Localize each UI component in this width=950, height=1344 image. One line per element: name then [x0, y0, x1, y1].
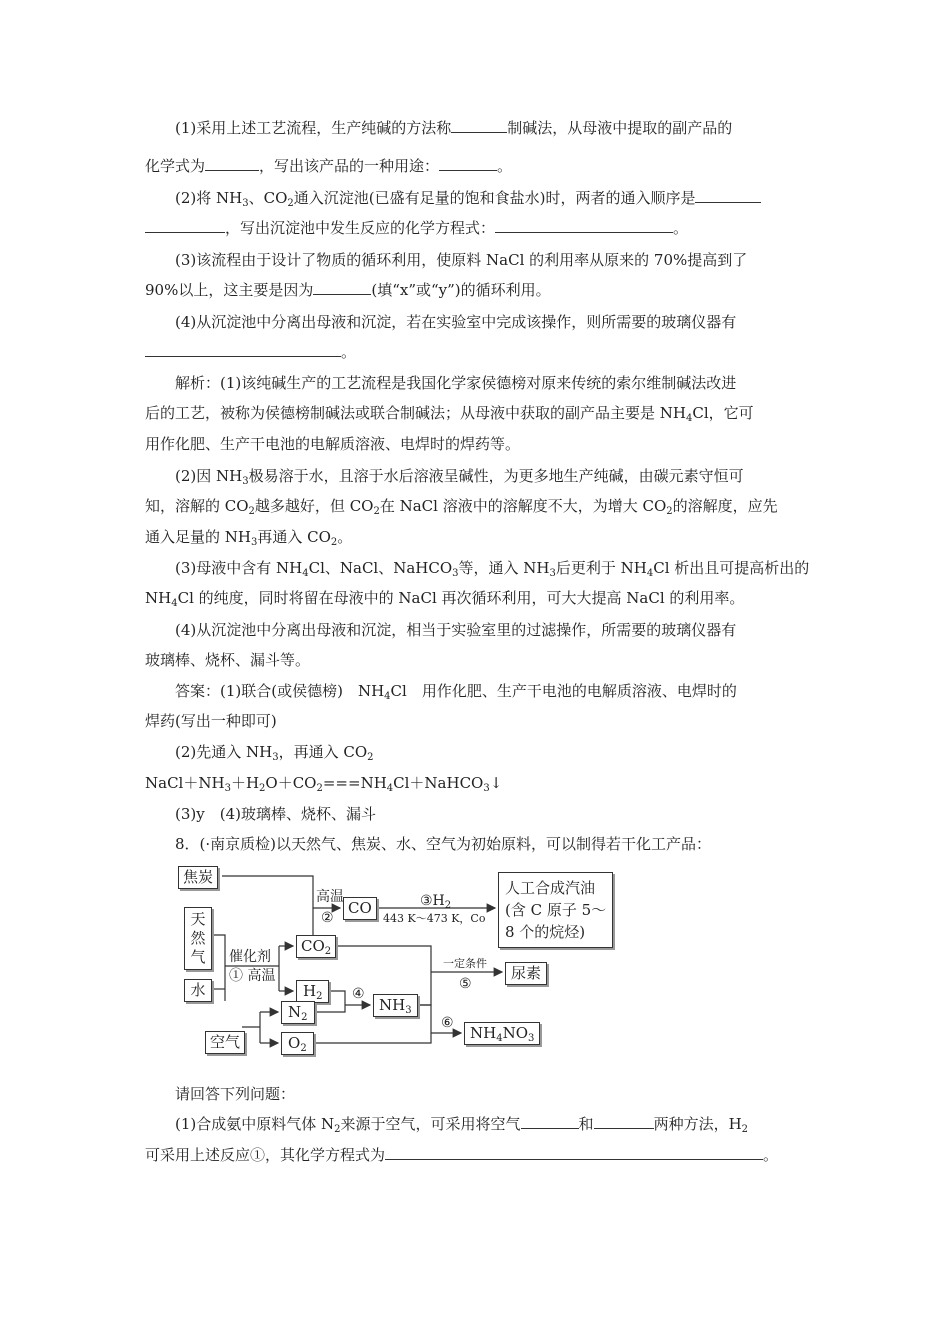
analysis-line7: (3)母液中含有 $NH_4Cl$、NaCl、NaHCO$_3$等，通入 $NH_3$后更利于 $NH_4Cl$ 析出且可提高析出的: [175, 559, 810, 579]
blank: [439, 156, 497, 171]
q1-line2: 化学式为 ，写出该产品的一种用途： 。: [145, 157, 513, 175]
step2-label: ②: [321, 910, 334, 926]
q4-line2: 。: [145, 342, 356, 362]
nh3-box: $NH_3$: [373, 994, 418, 1017]
analysis-line8: $NH_4Cl$ 的纯度，同时将留在母液中的 NaCl 再次循环利用，可大大提高 NaCl 的利用率。: [145, 589, 745, 609]
blank: [145, 218, 225, 233]
water-box: 水: [184, 979, 212, 1002]
answer-line3: (2)先通入 $NH_3$，再通入 $CO_2$: [175, 743, 374, 763]
gasoline-box: 人工合成汽油 (含 C 原子 5～ 8 个的烷烃): [498, 872, 613, 948]
blank: [451, 118, 507, 133]
q3-line2: 90%以上，这主要是因为 (填“x”或“y”)的循环利用。: [145, 281, 551, 299]
co2-box: $CO_2$: [296, 935, 336, 958]
answer-equation: $NaCl+NH_3+H_2O+CO_2===NH_4Cl+NaHCO_3↓$: [145, 774, 503, 794]
air-box: 空气: [205, 1031, 245, 1054]
blank: [495, 218, 673, 233]
process-flow-diagram: [175, 862, 635, 1077]
q2-line2: ，写出沉淀池中发生反应的化学方程式： 。: [145, 218, 688, 238]
analysis-line4: (2)因 $NH_3$极易溶于水，且溶于水后溶液呈碱性，为更多地生产纯碱，由碳元素守恒可: [175, 467, 744, 487]
blank: [313, 280, 371, 295]
q8-intro: 8．(·南京质检)以天然气、焦炭、水、空气为初始原料，可以制得若干化工产品：: [175, 835, 712, 853]
analysis-line1: 解析：(1)该纯碱生产的工艺流程是我国化学家侯德榜对原来传统的索尔维制碱法改进: [175, 374, 737, 392]
q4-line1: (4)从沉淀池中分离出母液和沉淀，若在实验室中完成该操作，则所需要的玻璃仪器有: [175, 313, 737, 331]
step4-label: ④: [352, 986, 365, 1002]
q2-line1: (2)将 $NH_3$、$CO_2$通入沉淀池(已盛有足量的饱和食盐水)时，两者的通入顺序是: [175, 188, 761, 208]
analysis-line5: 知，溶解的 $CO_2$越多越好，但 $CO_2$在 NaCl 溶液中的溶解度不大，为增大 $CO_2$的溶解度，应先: [145, 497, 778, 517]
o2-box: $O_2$: [281, 1032, 314, 1055]
step3-label: $③H_2$: [420, 893, 452, 911]
ask-line: 请回答下列问题：: [175, 1085, 296, 1103]
step5-condition: 一定条件: [443, 957, 487, 970]
blank: [145, 342, 341, 357]
urea-box: 尿素: [505, 962, 547, 985]
natural-gas-box: 天 然 气: [184, 907, 212, 970]
co-box: CO: [343, 897, 377, 920]
blank: [385, 1145, 763, 1160]
step1-label: ① 高温: [229, 968, 276, 984]
blank: [594, 1114, 654, 1129]
q3-line1: (3)该流程由于设计了物质的循环利用，使原料 NaCl 的利用率从原来的 70%提高到了: [175, 251, 748, 269]
answer-line2: 焊药(写出一种即可): [145, 712, 277, 730]
high-temp-label: 高温: [316, 889, 344, 905]
analysis-line10: 玻璃棒、烧杯、漏斗等。: [145, 651, 311, 669]
analysis-line2: 后的工艺，被称为侯德榜制碱法或联合制碱法；从母液中获取的副产品主要是 $NH_4Cl$，它可: [145, 404, 754, 424]
analysis-line3: 用作化肥、生产干电池的电解质溶液、电焊时的焊药等。: [145, 435, 521, 453]
answer-line1: 答案：(1)联合(或侯德榜) $NH_4Cl$ 用作化肥、生产干电池的电解质溶液、电焊时的: [175, 682, 737, 702]
blank: [205, 156, 259, 171]
answer-line5: (3)y (4)玻璃棒、烧杯、漏斗: [175, 805, 376, 823]
analysis-line9: (4)从沉淀池中分离出母液和沉淀，相当于实验室里的过滤操作，所需要的玻璃仪器有: [175, 621, 737, 639]
step5-label: ⑤: [459, 976, 472, 992]
n2-box: $N_2$: [281, 1001, 315, 1024]
analysis-line6: 通入足量的 $NH_3$再通入 $CO_2$。: [145, 528, 353, 548]
step6-label: ⑥: [441, 1015, 454, 1031]
h2-box: $H_2$: [296, 980, 329, 1003]
catalyst-label: 催化剂: [229, 949, 271, 965]
tail-q1-line1: (1)合成氨中原料气体 $N_2$来源于空气，可采用将空气 和 两种方法，$H_2$: [175, 1115, 749, 1135]
blank: [695, 188, 761, 203]
q1-line1: (1)采用上述工艺流程，生产纯碱的方法称 制碱法，从母液中提取的副产品的: [175, 119, 733, 137]
blank: [521, 1114, 579, 1129]
tail-q1-line2: 可采用上述反应①，其化学方程式为 。: [145, 1146, 779, 1164]
coke-box: 焦炭: [178, 866, 218, 889]
step3-condition: 443 K～473 K，Co: [383, 912, 486, 925]
nh4no3-box: $NH_4NO_3$: [464, 1022, 540, 1045]
